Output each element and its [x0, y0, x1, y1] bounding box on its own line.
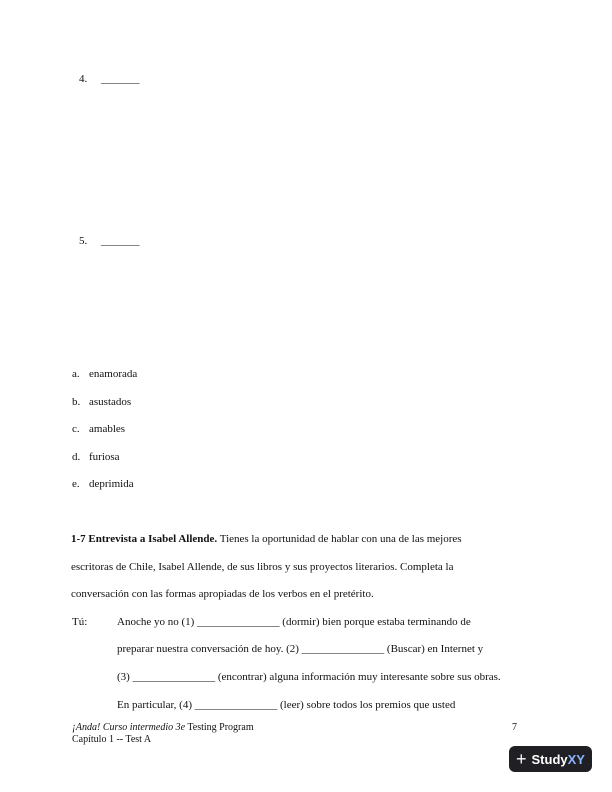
item-number: 5. [79, 235, 88, 247]
studyxy-badge[interactable] [509, 746, 592, 772]
option-text: amables [89, 423, 126, 435]
dialogue-line-1: Anoche yo no (1) _______________ (dormir) bien porque estaba terminando de [117, 616, 471, 628]
brand-prefix: Study [531, 751, 568, 767]
section-intro-line-1 [71, 533, 462, 545]
intro-text: Tienes la oportunidad de hablar con una de las mejores [219, 533, 462, 545]
numbered-item-5 [79, 235, 140, 247]
dialogue-line-3: (3) _______________ (encontrar) alguna información muy interesante sobre sus obras. [117, 671, 501, 683]
answer-blank: _______ [101, 235, 140, 247]
book-title: ¡Anda! Curso intermedio 3e [72, 722, 186, 733]
option-letter: b. [72, 396, 81, 408]
item-number: 4. [79, 73, 88, 85]
footer-left [72, 722, 254, 746]
option-text: asustados [89, 396, 132, 408]
option-b [72, 396, 131, 408]
option-text: enamorada [89, 368, 138, 380]
option-letter: c. [72, 423, 80, 435]
chapter-label: Capítulo 1 -- Test A [72, 734, 152, 745]
dialogue-line-4: En particular, (4) _______________ (leer) sobre todos los premios que usted [117, 699, 456, 711]
plus-icon: + [516, 749, 527, 769]
option-e [72, 478, 134, 490]
page-number: 7 [512, 722, 517, 733]
option-text: furiosa [89, 451, 120, 463]
option-letter: e. [72, 478, 80, 490]
option-a [72, 368, 137, 380]
option-letter: a. [72, 368, 80, 380]
option-text: deprimida [89, 478, 134, 490]
numbered-item-4 [79, 73, 140, 85]
answer-blank: _______ [101, 73, 140, 85]
section-intro-line-3: conversación con las formas apropiadas de los verbos en el pretérito. [71, 588, 374, 600]
program-label: Testing Program [185, 722, 254, 733]
speaker-label: Tú: [72, 616, 88, 628]
brand-suffix: XY [567, 751, 585, 767]
dialogue-line-2: preparar nuestra conversación de hoy. (2) _______________ (Buscar) en Internet y [117, 643, 484, 655]
section-intro-line-2: escritoras de Chile, Isabel Allende, de sus libros y sus proyectos literarios. Completa la [71, 561, 454, 573]
option-d [72, 451, 120, 463]
footer-title-line [72, 722, 254, 734]
option-letter: d. [72, 451, 81, 463]
section-title: 1-7 Entrevista a Isabel Allende. [71, 533, 218, 545]
option-c [72, 423, 125, 435]
